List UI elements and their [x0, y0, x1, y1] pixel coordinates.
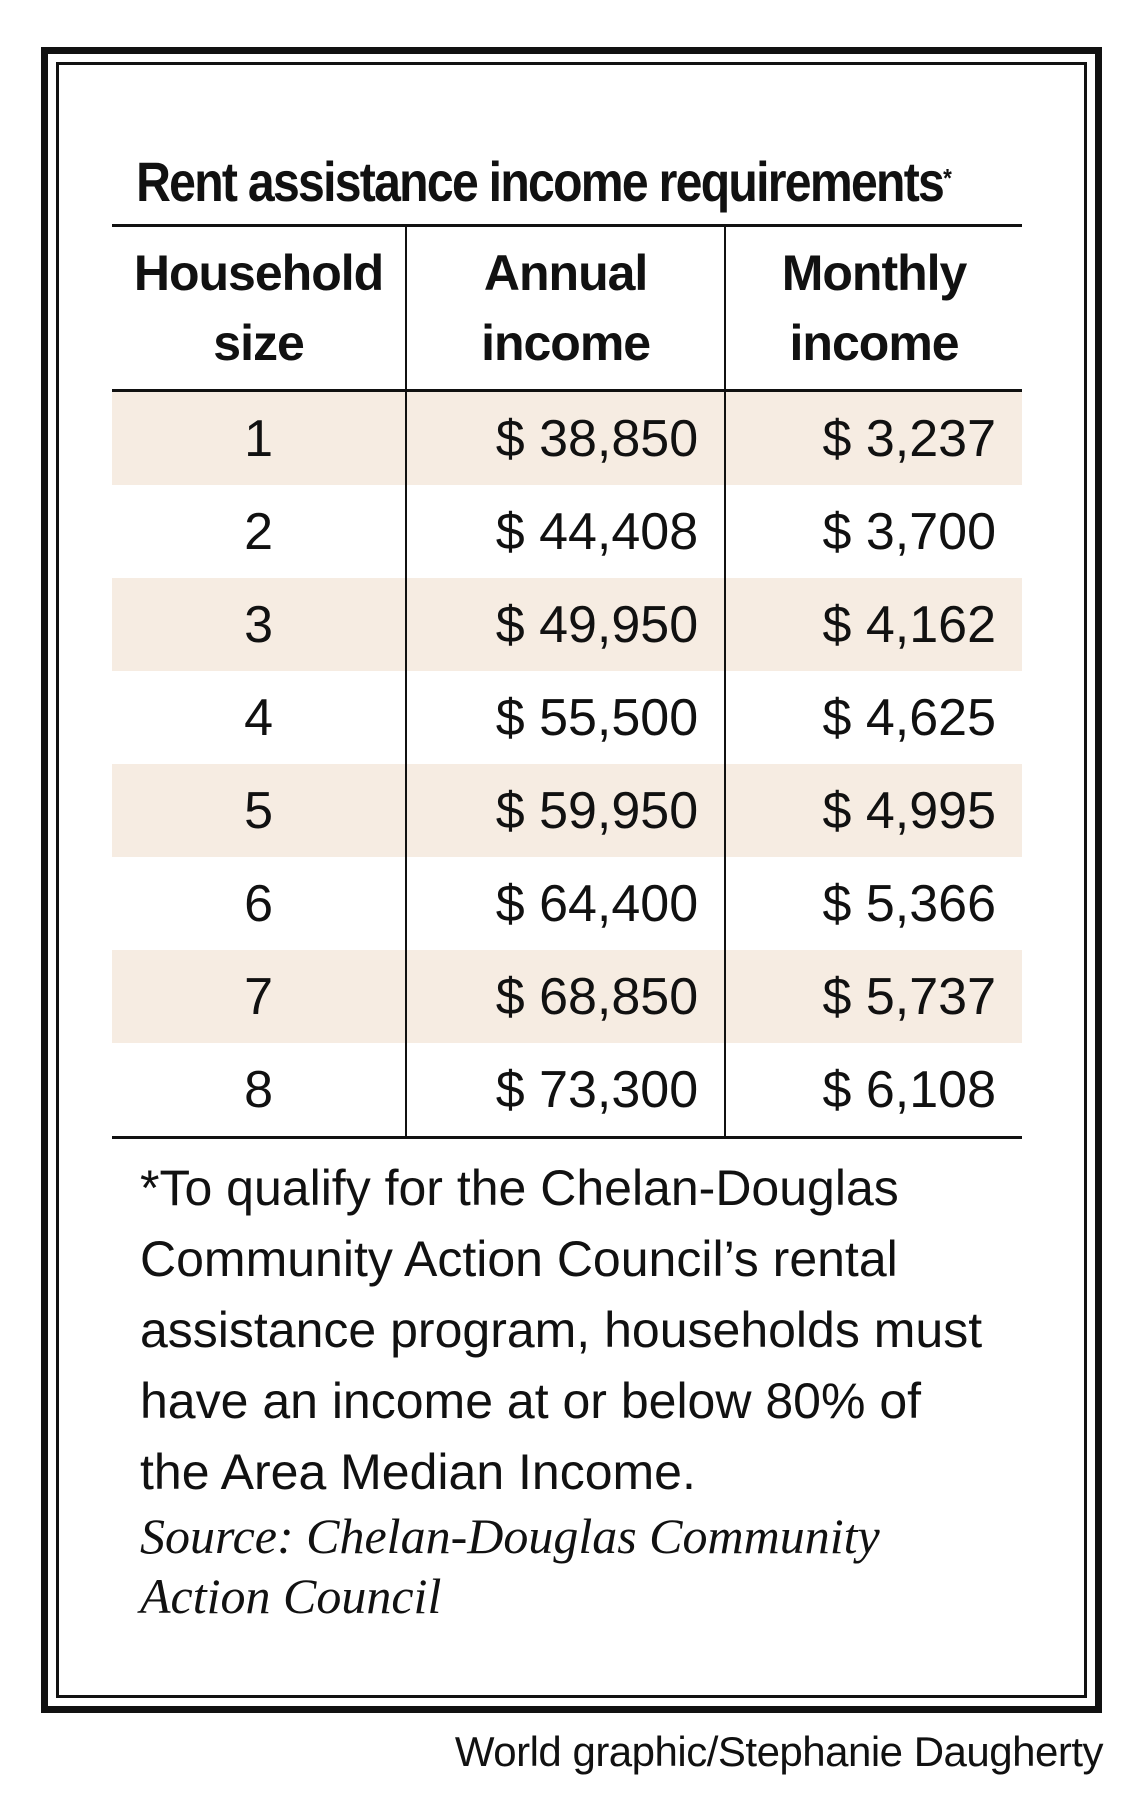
annual-income-cell: $ 49,950 — [406, 578, 725, 671]
household-size-cell: 3 — [112, 578, 406, 671]
annual-income-cell: $ 55,500 — [406, 671, 725, 764]
household-size-cell: 2 — [112, 485, 406, 578]
table-row — [112, 950, 1022, 1043]
annual-income-cell: $ 68,850 — [406, 950, 725, 1043]
source-note: Source: Chelan-Douglas Community Action Council — [140, 1508, 880, 1624]
column-header-annual-income — [406, 226, 725, 391]
column-header-household-size — [112, 226, 406, 391]
annual-income-cell: $ 38,850 — [406, 391, 725, 486]
monthly-income-cell: $ 4,995 — [725, 764, 1022, 857]
monthly-income-cell: $ 5,366 — [822, 874, 996, 933]
annual-income-cell: $ 73,300 — [406, 1043, 725, 1138]
household-size-cell: 4 — [112, 671, 406, 764]
annual-income-cell: $ 44,408 — [406, 485, 725, 578]
table-row — [112, 578, 1022, 671]
table-row — [112, 485, 1022, 578]
table-body — [112, 391, 1022, 1138]
column-header-line: Household — [133, 245, 384, 301]
household-size-cell: 1 — [112, 391, 406, 486]
table-row — [112, 391, 1022, 486]
column-header-line: Annual — [483, 245, 648, 301]
column-header-line: income — [789, 315, 959, 371]
household-size-cell: 6 — [112, 857, 406, 950]
chart-title-marker: * — [943, 163, 951, 193]
column-header-monthly-income — [725, 226, 1022, 391]
chart-title — [112, 140, 951, 224]
annual-income-cell: $ 59,950 — [406, 764, 725, 857]
household-size-cell: 7 — [112, 950, 406, 1043]
income-table — [112, 224, 1022, 1139]
table-row — [112, 671, 1022, 764]
household-size-cell: 8 — [112, 1043, 406, 1138]
monthly-income-cell: $ 4,162 — [725, 578, 1022, 671]
monthly-income-cell: $ 4,625 — [822, 688, 996, 747]
table-header-row — [112, 226, 1022, 391]
household-size-cell: 5 — [112, 764, 406, 857]
column-header-line: income — [481, 315, 651, 371]
column-header-line: Monthly — [781, 245, 967, 301]
monthly-income-cell: $ 5,737 — [725, 950, 1022, 1043]
table-row — [112, 764, 1022, 857]
table-row — [112, 1043, 1022, 1138]
graphic-credit: World graphic/Stephanie Daugherty — [454, 1728, 1103, 1775]
graphic-content — [112, 140, 1022, 1626]
chart-title-text: Rent assistance income requirements — [136, 150, 944, 213]
column-header-line: size — [213, 315, 304, 371]
footnote: *To qualify for the Chelan-Douglas Community Action Council’s rental assistance program, households must have an income at or below 80% of the Area Median Income. — [140, 1160, 983, 1500]
annual-income-cell: $ 64,400 — [406, 857, 725, 950]
monthly-income-cell: $ 3,700 — [822, 502, 996, 561]
monthly-income-cell: $ 3,237 — [725, 391, 1022, 486]
monthly-income-cell: $ 6,108 — [822, 1060, 996, 1119]
table-row — [112, 857, 1022, 950]
